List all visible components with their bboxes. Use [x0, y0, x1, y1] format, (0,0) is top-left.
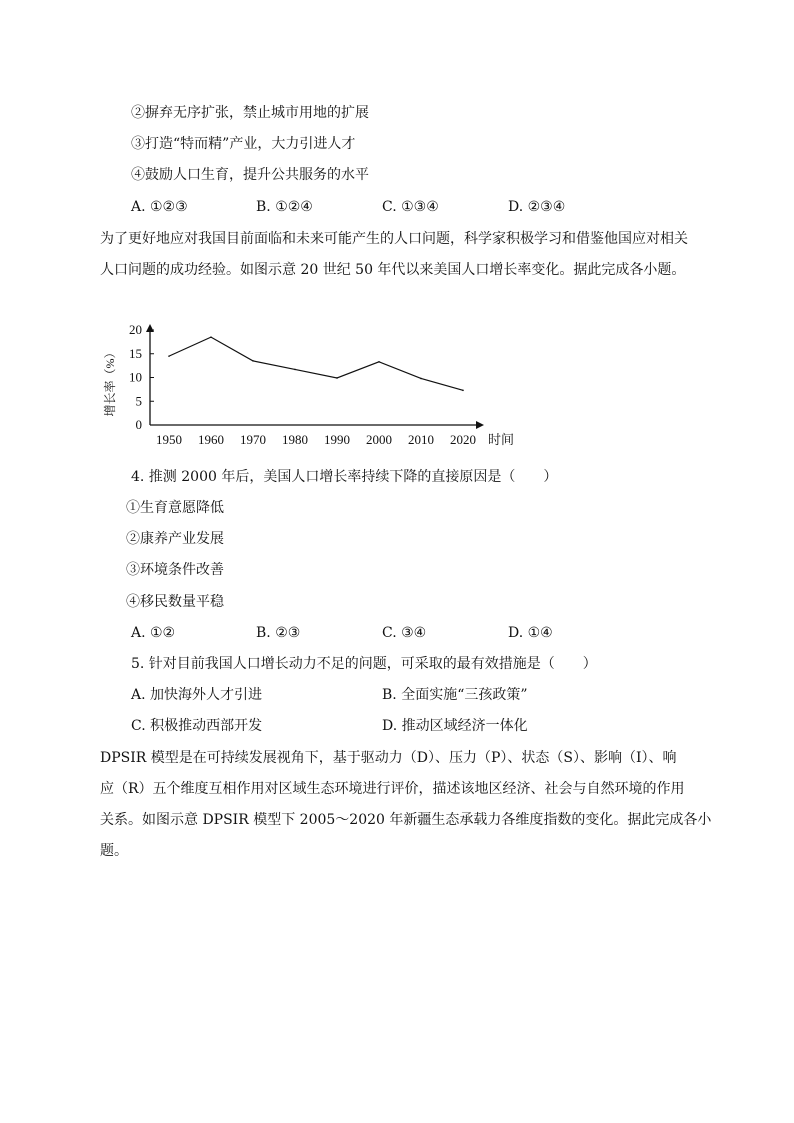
intro2-line-1: DPSIR 模型是在可持续发展视角下，基于驱动力（D）、压力（P）、状态（S）、影响（I）、响: [100, 750, 677, 766]
x-tick-label: 1960: [198, 432, 224, 447]
intro2-line-2: 应（R）五个维度互相作用对区域生态环境进行评价，描述该地区经济、社会与自然环境的作用: [100, 781, 685, 797]
y-tick-label: 20: [129, 322, 142, 337]
q5-option-a: A. 加快海外人才引进: [131, 687, 263, 703]
data-point: [336, 377, 338, 379]
y-axis-label: 增长率（%）: [103, 346, 117, 417]
x-axis-label: 时间: [488, 432, 515, 447]
q4-option-b: B. ②③: [256, 625, 301, 641]
x-tick-label: 1990: [324, 432, 350, 447]
q4-stem: 4. 推测 2000 年后，美国人口增长率持续下降的直接原因是（ ）: [131, 469, 558, 485]
y-axis-arrow: [146, 324, 154, 332]
data-points: [168, 336, 464, 391]
data-point: [378, 361, 380, 363]
intro2-line-3: 关系。如图示意 DPSIR 模型下 2005～2020 年新疆生态承载力各维度指数的变化。据此完成各小: [100, 812, 712, 828]
q4-option-d: D. ①④: [508, 625, 553, 641]
q4-item-1: ①生育意愿降低: [126, 500, 224, 516]
data-point: [294, 369, 296, 371]
x-tick-label: 2020: [450, 432, 476, 447]
x-tick-label: 1950: [156, 432, 182, 447]
q4-option-a: A. ①②: [131, 625, 176, 641]
prev-item-3: ③打造“特而精”产业，大力引进人才: [131, 136, 356, 152]
series-line: [169, 337, 463, 390]
x-axis-arrow: [476, 421, 484, 429]
x-tick-label: 1970: [240, 432, 266, 447]
y-tick-label: 10: [129, 369, 142, 385]
prev-item-2: ②摒弃无序扩张，禁止城市用地的扩展: [131, 105, 369, 121]
q4-item-4: ④移民数量平稳: [126, 594, 224, 610]
chart-axes: [146, 324, 484, 429]
intro1-line-2: 人口问题的成功经验。如图示意 20 世纪 50 年代以来美国人口增长率变化。据此完成各小题。: [100, 262, 686, 278]
q5-option-b: B. 全面实施“三孩政策”: [382, 687, 528, 703]
prev-option-d: D. ②③④: [508, 199, 566, 215]
x-tick-label: 1980: [282, 432, 308, 447]
data-point: [252, 360, 254, 362]
prev-item-4: ④鼓励人口生育，提升公共服务的水平: [131, 167, 369, 183]
y-tick-label: 15: [129, 345, 142, 361]
q4-item-3: ③环境条件改善: [126, 562, 224, 578]
intro1-line-1: 为了更好地应对我国目前面临和未来可能产生的人口问题，科学家积极学习和借鉴他国应对相关: [100, 231, 688, 247]
intro2-line-4: 题。: [100, 843, 128, 859]
x-tick-label: 2000: [366, 432, 392, 447]
data-point: [420, 378, 422, 380]
q4-item-2: ②康养产业发展: [126, 531, 224, 547]
x-tick-label: 2010: [408, 432, 434, 447]
prev-option-a: A. ①②③: [131, 199, 188, 215]
q5-option-d: D. 推动区域经济一体化: [382, 718, 528, 734]
y-tick-label: 0: [135, 417, 142, 432]
q4-option-c: C. ③④: [382, 625, 427, 641]
prev-option-b: B. ①②④: [256, 199, 313, 215]
data-point: [168, 355, 170, 357]
x-tick-labels: [156, 432, 476, 447]
y-tick-label: 5: [135, 393, 142, 409]
q5-stem: 5. 针对目前我国人口增长动力不足的问题，可采取的最有效措施是（ ）: [131, 656, 597, 672]
population-growth-chart: [100, 322, 530, 452]
prev-option-c: C. ①③④: [382, 199, 439, 215]
data-point: [210, 336, 212, 338]
q5-option-c: C. 积极推动西部开发: [131, 718, 263, 734]
data-point: [462, 390, 464, 392]
